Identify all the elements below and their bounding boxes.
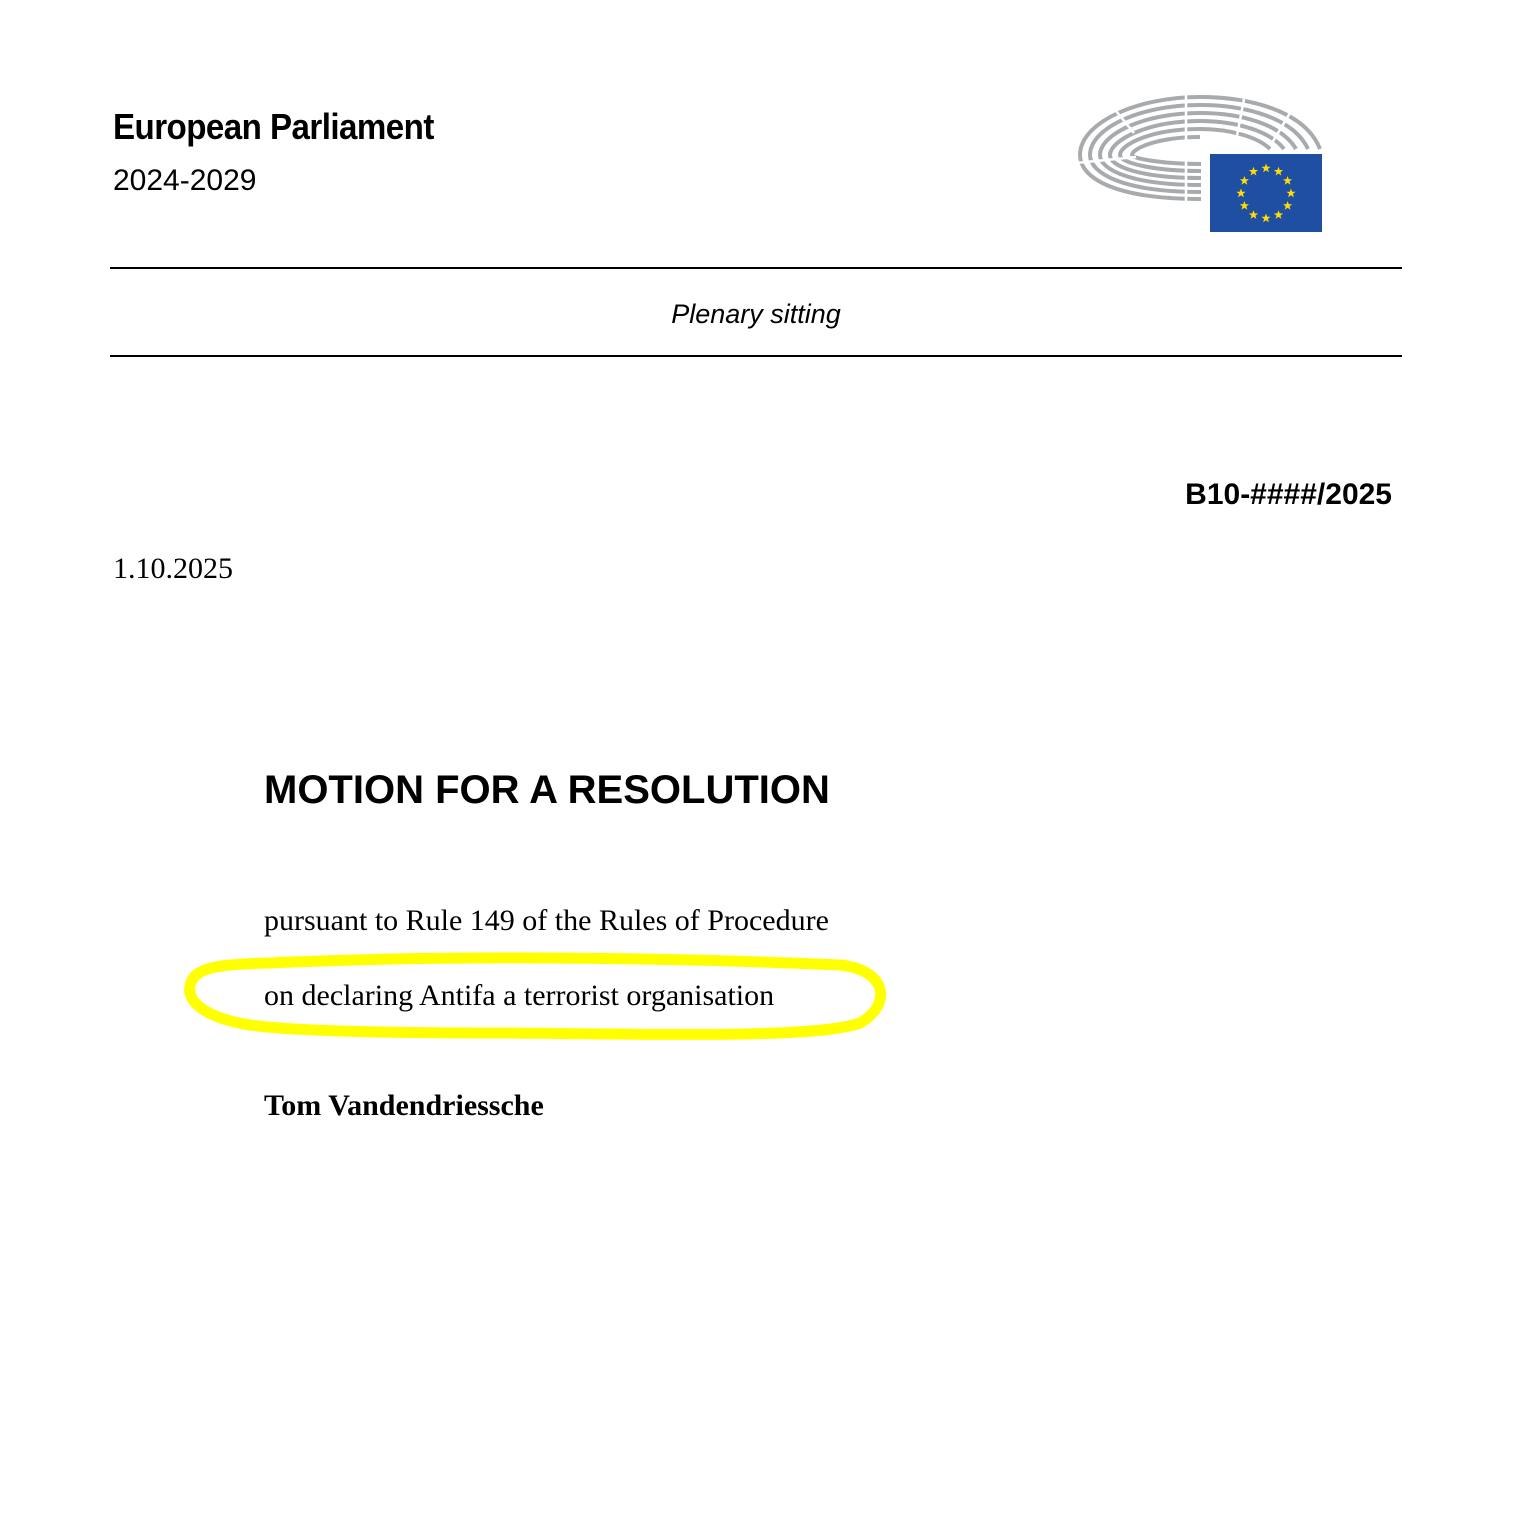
institution-name: European Parliament	[113, 106, 434, 147]
document-reference: B10-####/2025	[1185, 478, 1392, 511]
bottom-divider	[110, 355, 1402, 357]
motion-subject: on declaring Antifa a terrorist organisation	[264, 979, 775, 1012]
sitting-label: Plenary sitting	[671, 299, 841, 329]
pursuant-line: pursuant to Rule 149 of the Rules of Procedure	[264, 904, 829, 937]
author-name: Tom Vandendriessche	[264, 1089, 544, 1122]
top-divider	[110, 267, 1402, 269]
parliamentary-term: 2024-2029	[113, 164, 257, 197]
document-date: 1.10.2025	[113, 552, 233, 585]
european-parliament-logo-icon	[1076, 93, 1324, 233]
motion-title: MOTION FOR A RESOLUTION	[264, 768, 830, 812]
